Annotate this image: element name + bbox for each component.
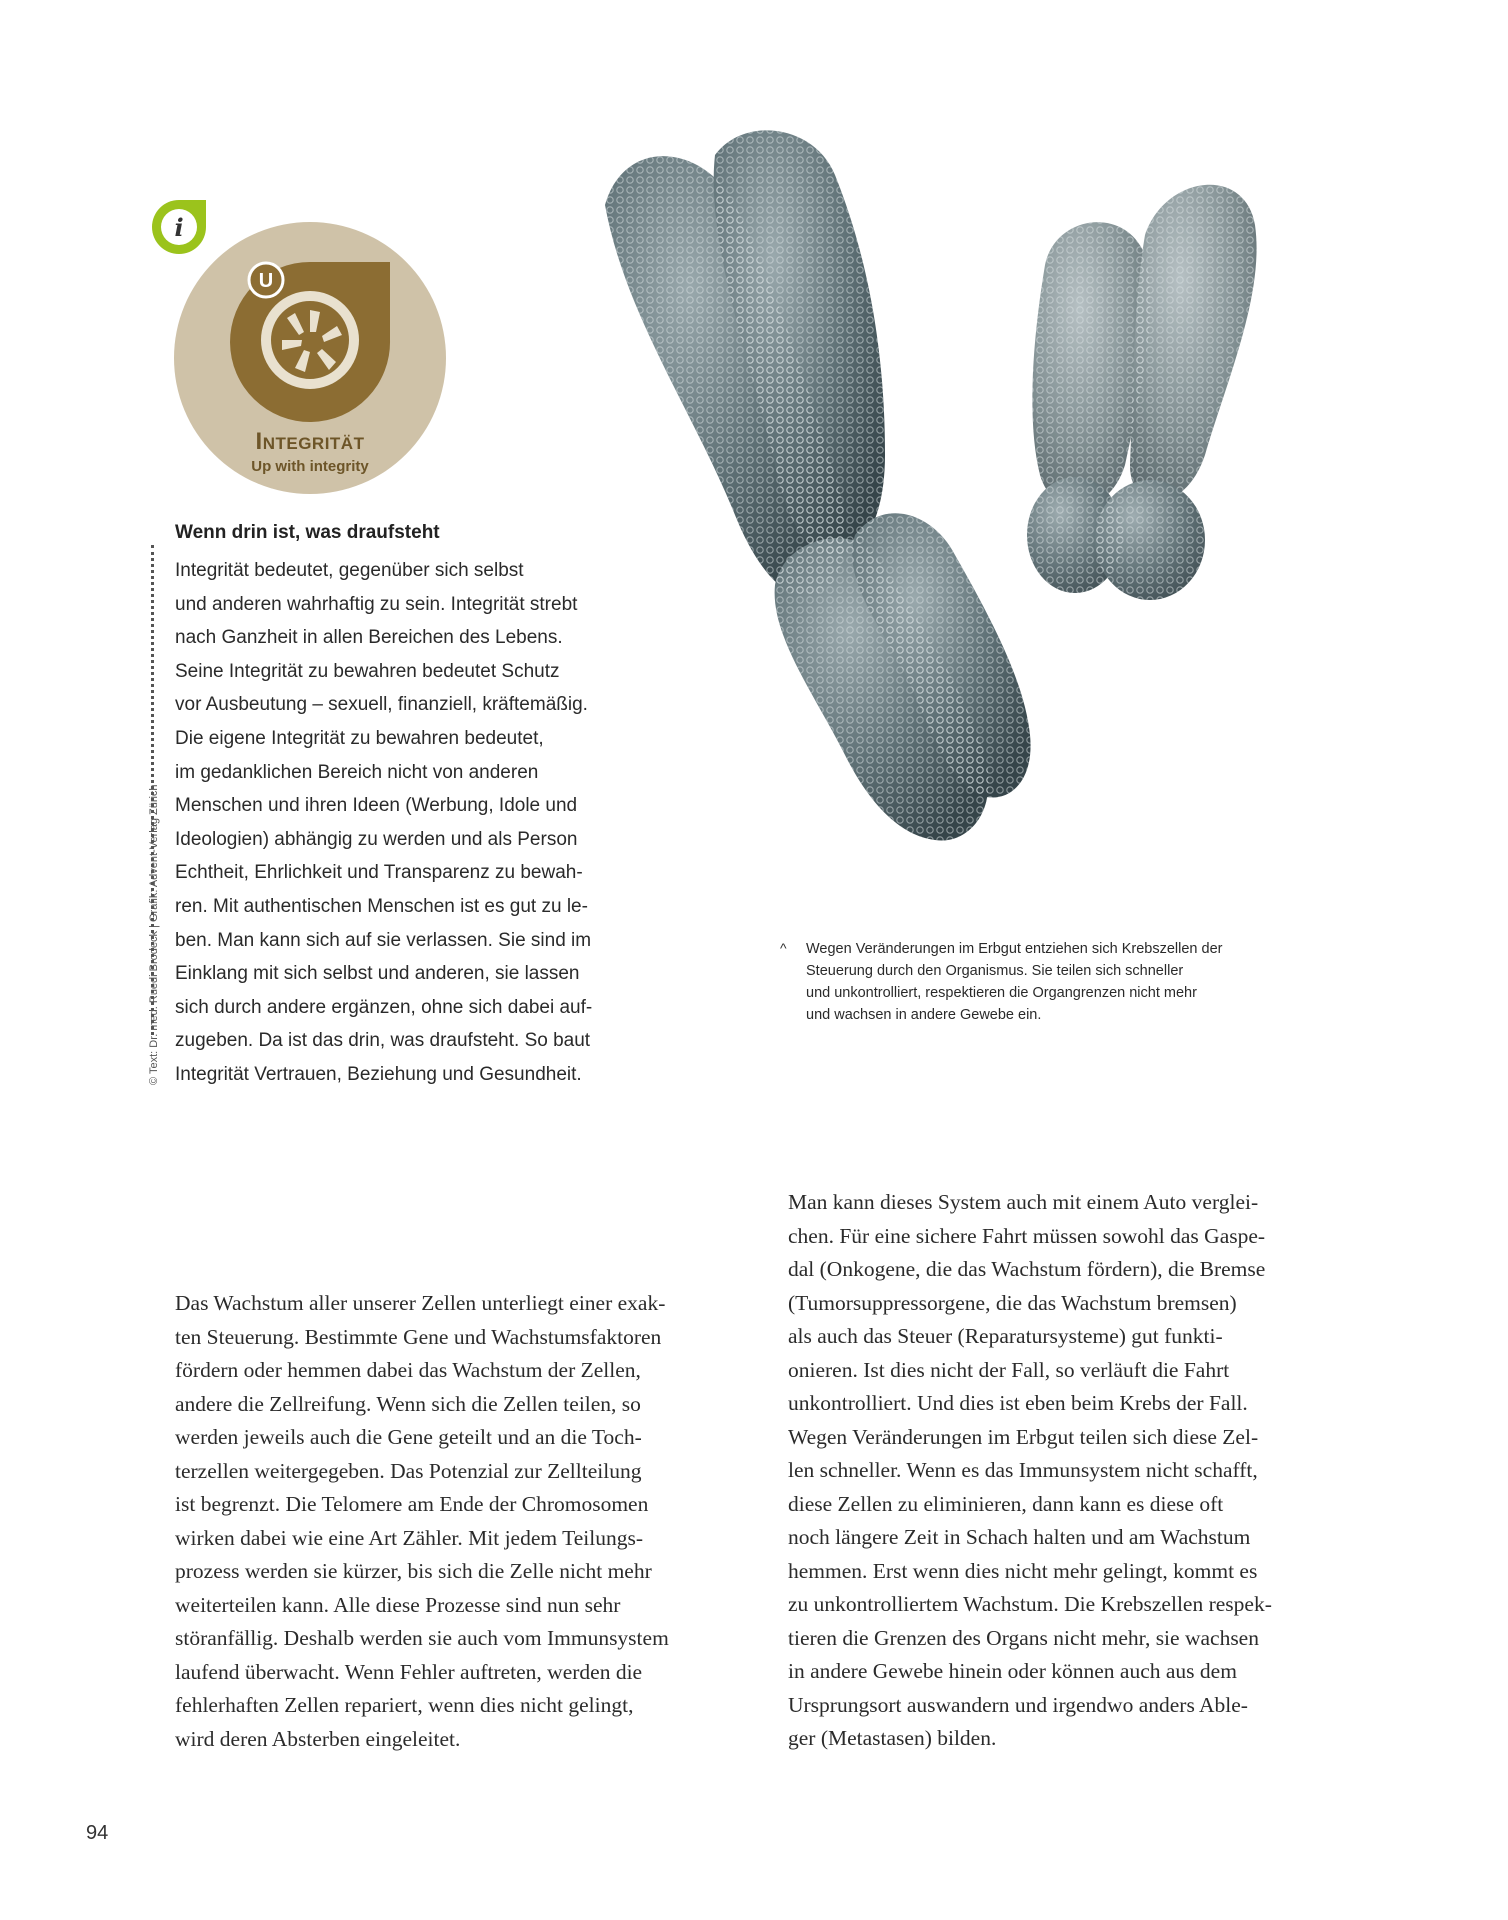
info-body: [175, 554, 635, 1092]
body-column-left: [175, 1287, 735, 1756]
caption-line: Wegen Veränderungen im Erbgut entziehen sich Krebszellen der: [806, 941, 1223, 957]
badge-subtitle: Up with integrity: [251, 458, 369, 475]
body-line: Man kann dieses System auch mit einem Auto verglei-: [788, 1190, 1259, 1214]
info-body-line: und anderen wahrhaftig zu sein. Integrität strebt: [175, 593, 578, 615]
svg-text:U: U: [258, 270, 274, 292]
body-line: störanfällig. Deshalb werden sie auch vom Immunsystem: [175, 1626, 669, 1650]
body-line: weiterteilen kann. Alle diese Prozesse sind nun sehr: [175, 1592, 621, 1617]
credit-text: © Text: Dr. med. Ruedi Brodeck | Grafik: Advent-Verlag Zürich: [148, 784, 160, 1085]
info-body-line: Echtheit, Ehrlichkeit und Transparenz zu bewah-: [175, 862, 583, 884]
info-body-line: sich durch andere ergänzen, ohne sich dabei auf-: [175, 996, 593, 1018]
info-body-line: Integrität Vertrauen, Beziehung und Gesundheit.: [175, 1063, 582, 1085]
body-line: noch längere Zeit in Schach halten und am Wachstum: [788, 1525, 1251, 1549]
info-body-line: nach Ganzheit in allen Bereichen des Lebens.: [175, 627, 563, 649]
caption-line: und wachsen in andere Gewebe ein.: [806, 1007, 1042, 1023]
body-line: laufend überwacht. Wenn Fehler auftreten, werden die: [175, 1659, 643, 1684]
page-number: 94: [86, 1822, 109, 1844]
body-line: Das Wachstum aller unserer Zellen unterliegt einer exak-: [175, 1291, 666, 1315]
body-line: (Tumorsuppressorgene, die das Wachstum bremsen): [788, 1290, 1237, 1315]
body-line: in andere Gewebe hinein oder können auch aus dem: [788, 1659, 1237, 1683]
body-line: zu unkontrolliertem Wachstum. Die Krebszellen respek-: [788, 1592, 1272, 1616]
body-line: fördern oder hemmen dabei das Wachstum der Zellen,: [175, 1358, 641, 1382]
body-line: terzellen weitergegeben. Das Potenzial zur Zellteilung: [175, 1458, 642, 1483]
info-body-line: Ideologien) abhängig zu werden und als Person: [175, 828, 578, 850]
info-body-line: Menschen und ihren Ideen (Werbung, Idole und: [175, 795, 578, 817]
body-line: werden jeweils auch die Gene geteilt und an die Toch-: [175, 1425, 642, 1449]
caption-line: Steuerung durch den Organismus. Sie teilen sich schneller: [806, 963, 1184, 979]
body-line: als auch das Steuer (Reparatursysteme) gut funkti-: [788, 1324, 1223, 1348]
info-body-line: Seine Integrität zu bewahren bedeutet Schutz: [175, 660, 560, 682]
image-caption: [806, 938, 1326, 1026]
svg-text:i: i: [174, 213, 184, 242]
info-body-line: vor Ausbeutung – sexuell, finanziell, kräftemäßig.: [175, 694, 588, 716]
body-line: Wegen Veränderungen im Erbgut teilen sich diese Zel-: [788, 1424, 1259, 1449]
body-line: hemmen. Erst wenn dies nicht mehr gelingt, kommt es: [788, 1558, 1258, 1583]
body-column-right: [788, 1186, 1358, 1756]
body-line: tieren die Grenzen des Organs nicht mehr, sie wachsen: [788, 1625, 1259, 1650]
body-line: fehlerhaften Zellen repariert, wenn dies nicht gelingt,: [175, 1693, 634, 1717]
body-line: dal (Onkogene, die das Wachstum fördern), die Bremse: [788, 1257, 1266, 1281]
body-line: diese Zellen zu eliminieren, dann kann es diese oft: [788, 1491, 1224, 1516]
integrity-icon: [230, 262, 390, 422]
info-body-line: ben. Man kann sich auf sie verlassen. Sie sind im: [175, 929, 592, 951]
body-line: ger (Metastasen) bilden.: [788, 1726, 997, 1750]
info-body-line: Einklang mit sich selbst und anderen, sie lassen: [175, 963, 580, 985]
info-body-line: im gedanklichen Bereich nicht von anderen: [175, 761, 539, 783]
caption-arrow-icon: ^: [780, 940, 787, 956]
caption-line: und unkontrolliert, respektieren die Organgrenzen nicht mehr: [806, 985, 1197, 1001]
chromosome-image: [585, 115, 1375, 915]
body-line: wirken dabei wie eine Art Zähler. Mit jedem Teilungs-: [175, 1525, 643, 1550]
info-body-line: Die eigene Integrität zu bewahren bedeutet,: [175, 727, 544, 749]
body-line: prozess werden sie kürzer, bis sich die Zelle nicht mehr: [175, 1559, 652, 1583]
body-line: Ursprungsort auswandern und irgendwo anders Able-: [788, 1692, 1248, 1717]
info-heading: Wenn drin ist, was draufsteht: [175, 522, 440, 543]
info-body-line: ren. Mit authentischen Menschen ist es gut zu le-: [175, 895, 588, 917]
body-line: wird deren Absterben eingeleitet.: [175, 1726, 461, 1751]
body-line: ist begrenzt. Die Telomere am Ende der Chromosomen: [175, 1492, 649, 1516]
body-line: unkontrolliert. Und dies ist eben beim Krebs der Fall.: [788, 1391, 1248, 1415]
body-line: onieren. Ist dies nicht der Fall, so verläuft die Fahrt: [788, 1357, 1230, 1382]
body-line: ten Steuerung. Bestimmte Gene und Wachstumsfaktoren: [175, 1324, 662, 1349]
badge-title: Integrität: [255, 428, 365, 455]
body-line: chen. Für eine sichere Fahrt müssen sowohl das Gaspe-: [788, 1223, 1266, 1248]
info-body-line: Integrität bedeutet, gegenüber sich selbst: [175, 560, 524, 581]
body-line: andere die Zellreifung. Wenn sich die Zellen teilen, so: [175, 1391, 641, 1416]
info-body-line: zugeben. Da ist das drin, was draufsteht. So baut: [175, 1030, 591, 1052]
body-line: len schneller. Wenn es das Immunsystem nicht schafft,: [788, 1458, 1258, 1482]
